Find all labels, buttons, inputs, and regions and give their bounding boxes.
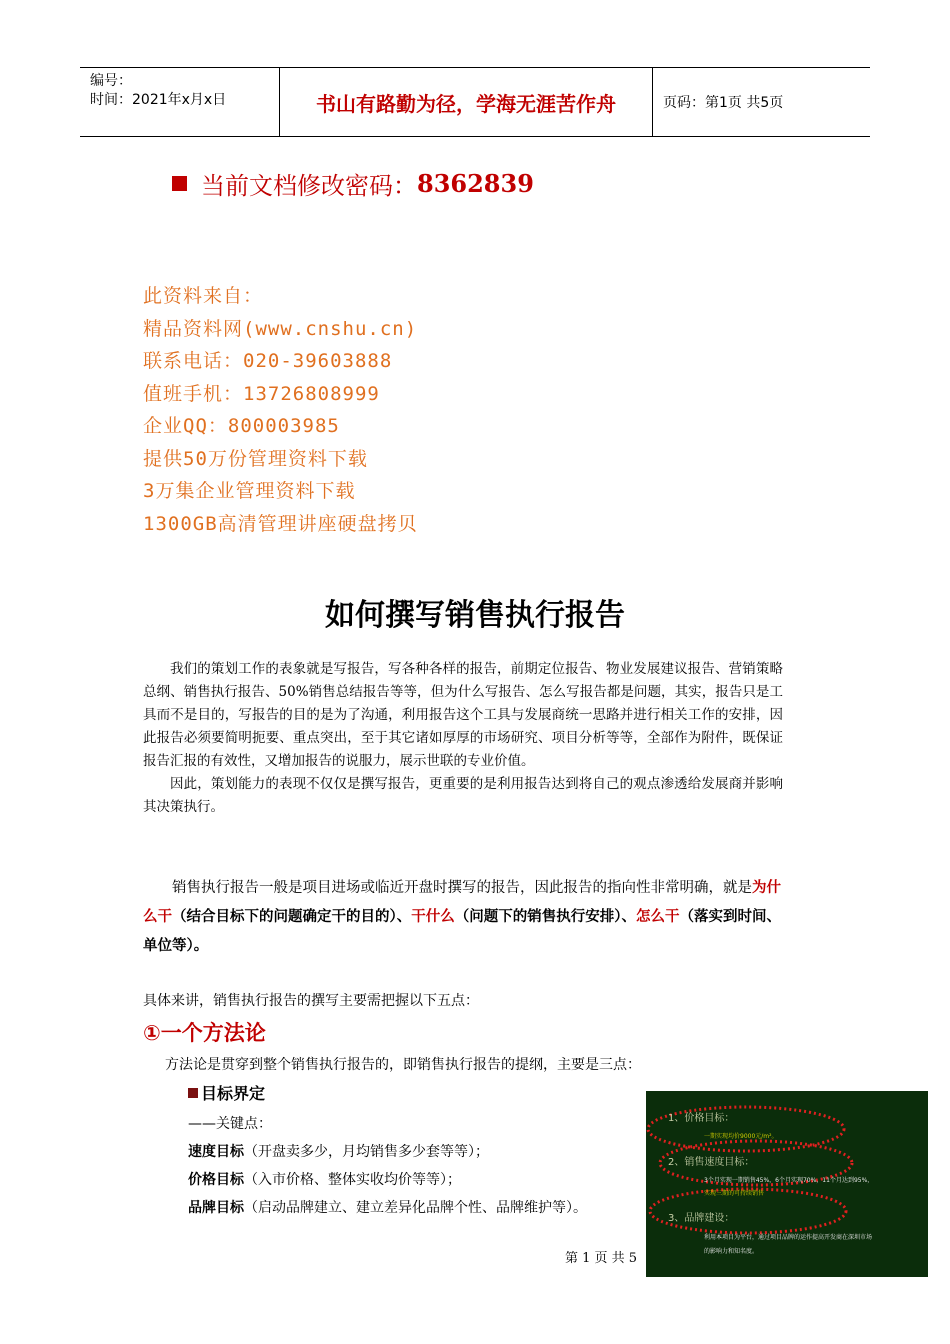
square-bullet-icon [188,1088,198,1098]
page-footer: 第 1 页 共 5 [565,1251,638,1266]
item-text: （入市价格、整体实收均价等等）； [244,1172,461,1188]
list-item [188,1194,587,1222]
password-line [172,166,534,201]
slide-line: 利用本项目为平台，通过项目品牌的运作提高开发商在深圳市场 [704,1234,873,1241]
intro-line: 具体来讲，销售执行报告的撰写主要需把握以下五点： [143,993,479,1009]
header-left-cell [80,68,280,136]
slide-line: 的影响力和知名度。 [704,1248,759,1255]
para2-how-note: （落实到时间、单位等） [143,909,781,954]
source-line: 提供50万份管理资料下载 [143,447,368,470]
source-line: 值班手机：13726808999 [143,382,380,405]
page-info: 页码：第1页 共5页 [663,95,784,111]
item-label: 速度目标 [188,1144,244,1160]
para2-how: 怎么干 [636,909,680,925]
source-line: 精品资料网(www.cnshu.cn) [143,317,418,340]
list-item [188,1110,587,1138]
item-text: （开盘卖多少，月均销售多少套等等）； [244,1144,489,1160]
target-items [188,1110,587,1222]
item-label: 品牌目标 [188,1200,244,1216]
para2-sep: 、 [621,909,636,925]
square-bullet-icon [172,176,187,191]
item-text: ——关键点： [188,1116,272,1132]
motto: 书山有路勤为径，学海无涯苦作舟 [316,91,616,116]
para2-why-note: （结合目标下的问题确定干的目的） [172,909,397,925]
time-label: 时间：2021年x月x日 [90,92,227,108]
intro-paragraphs [143,658,783,819]
target-title: 目标界定 [201,1084,266,1103]
paragraph: 因此，策划能力的表现不仅仅是撰写报告，更重要的是利用报告达到将自己的观点渗透给发展商并影响其决策执行。 [143,776,783,815]
list-item [188,1166,587,1194]
slide-image [646,1091,928,1277]
para2-why: 为什么干 [143,880,781,925]
target-heading [188,1081,265,1104]
source-line: 此资料来自： [143,285,264,307]
execution-paragraph [143,874,783,961]
number-label: 编号： [90,73,132,89]
source-info [143,280,418,540]
slide-heading: 1、价格目标： [668,1113,735,1124]
slide-line: 一期实现均价9000元/m²。 [704,1133,778,1140]
item-text: （启动品牌建立、建立差异化品牌个性、品牌维护等）。 [244,1200,587,1216]
password-code: 8362839 [417,169,534,198]
header-motto-cell [280,68,653,136]
document-title: 如何撰写销售执行报告 [325,598,625,633]
slide-line: 实现三期的可持续销售 [704,1190,765,1197]
paragraph: 我们的策划工作的表象就是写报告，写各种各样的报告，前期定位报告、物业发展建议报告、营销策略总纲、销售执行报告、50%销售总结报告等等，但为什么写报告、怎么写报告都是问题，其实，报告只是工具而不是目的，写报告的目的是为了沟通，利用报告这个工具与发展商统一思路并进行相关工作的安排，因此报告必须要简明扼要、重点突出，至于其它诸如厚厚的市场研究、项目分析等等，全部作为附件，既保证报告汇报的有效性，又增加报告的说服力，展示世联的专业价值。 [143,661,783,769]
slide-heading: 2、销售速度目标： [668,1157,755,1168]
header-table [80,67,870,137]
source-line: 1300GB高清管理讲座硬盘拷贝 [143,512,418,535]
list-item [188,1138,587,1166]
slide-line: 3个月实现一期销售45%，6个月实现70%，11个月达到95%， [704,1177,874,1184]
method-text: 方法论是贯穿到整个销售执行报告的，即销售执行报告的提纲，主要是三点： [165,1057,641,1073]
password-label: 当前文档修改密码： [201,172,417,200]
para2-end: 。 [193,938,209,954]
para2-what-note: （问题下的销售执行安排） [454,909,622,925]
item-label: 价格目标 [188,1172,244,1188]
para2-sep: 、 [396,909,412,925]
para2-lead: 销售执行报告一般是项目进场或临近开盘时撰写的报告，因此报告的指向性非常明确，就是 [172,880,752,896]
source-line: 联系电话：020-39603888 [143,350,393,372]
para2-what: 干什么 [411,909,455,925]
source-line: 3万集企业管理资料下载 [143,480,356,502]
source-line: 企业QQ：800003985 [143,415,340,437]
section-heading: ①一个方法论 [143,1021,266,1045]
slide-heading: 3、品牌建设： [668,1213,735,1224]
